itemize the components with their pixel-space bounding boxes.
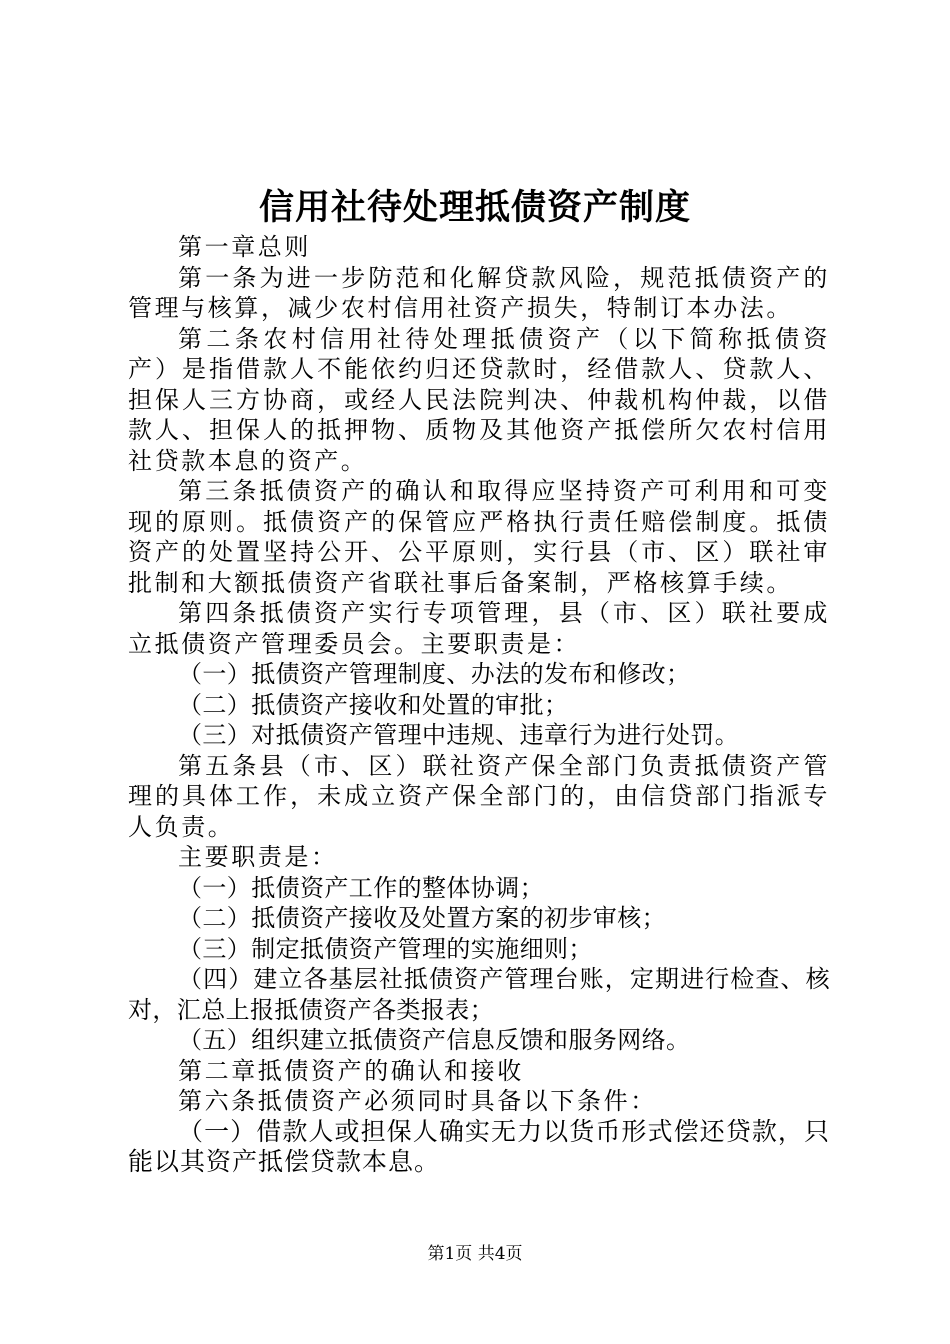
document-body [128, 232, 830, 1178]
article-paragraph: 第二条农村信用社待处理抵债资产（以下简称抵债资产）是指借款人不能依约归还贷款时，经借款人、贷款人、担保人三方协商，或经人民法院判决、仲裁机构仲裁，以借款人、担保人的抵押物、质物及其他资产抵偿所欠农村信用社贷款本息的资产。 [128, 324, 830, 475]
article-paragraph: 主要职责是： [178, 843, 338, 871]
article-paragraph: 第三条抵债资产的确认和取得应坚持资产可利用和可变现的原则。抵债资产的保管应严格执行责任赔偿制度。抵债资产的处置坚持公开、公平原则，实行县（市、区）联社审批制和大额抵债资产省联社事后备案制，严格核算手续。 [128, 477, 830, 597]
list-item: （三）制定抵债资产管理的实施细则； [178, 934, 593, 963]
list-item: （二）抵债资产接收和处置的审批； [178, 690, 569, 719]
page-footer: 第1页 共4页 [427, 1244, 523, 1264]
list-item: （一）借款人或担保人确实无力以货币形式偿还贷款，只能以其资产抵偿贷款本息。 [128, 1116, 830, 1176]
chapter-heading: 第二章抵债资产的确认和接收 [178, 1056, 524, 1085]
list-item: （一）抵债资产工作的整体协调； [178, 873, 544, 902]
article-paragraph: 第一条为进一步防范和化解贷款风险，规范抵债资产的管理与核算，减少农村信用社资产损失，特制订本办法。 [128, 263, 830, 322]
list-item: （三）对抵债资产管理中违规、违章行为进行处罚。 [178, 721, 740, 749]
list-item: （一）抵债资产管理制度、办法的发布和修改； [178, 660, 691, 688]
document-title: 信用社待处理抵债资产制度 [258, 187, 691, 228]
list-item: （二）抵债资产接收及处置方案的初步审核； [178, 904, 666, 932]
article-paragraph: 第五条县（市、区）联社资产保全部门负责抵债资产管理的具体工作，未成立资产保全部门的，由信贷部门指派专人负责。 [128, 751, 830, 841]
article-paragraph: 第四条抵债资产实行专项管理，县（市、区）联社要成立抵债资产管理委员会。主要职责是： [128, 599, 830, 658]
chapter-heading: 第一章总则 [178, 233, 311, 261]
list-item: （四）建立各基层社抵债资产管理台账，定期进行检查、核对，汇总上报抵债资产各类报表； [128, 965, 830, 1024]
list-item: （五）组织建立抵债资产信息反馈和服务网络。 [178, 1026, 691, 1054]
article-paragraph: 第六条抵债资产必须同时具备以下条件： [178, 1087, 657, 1115]
